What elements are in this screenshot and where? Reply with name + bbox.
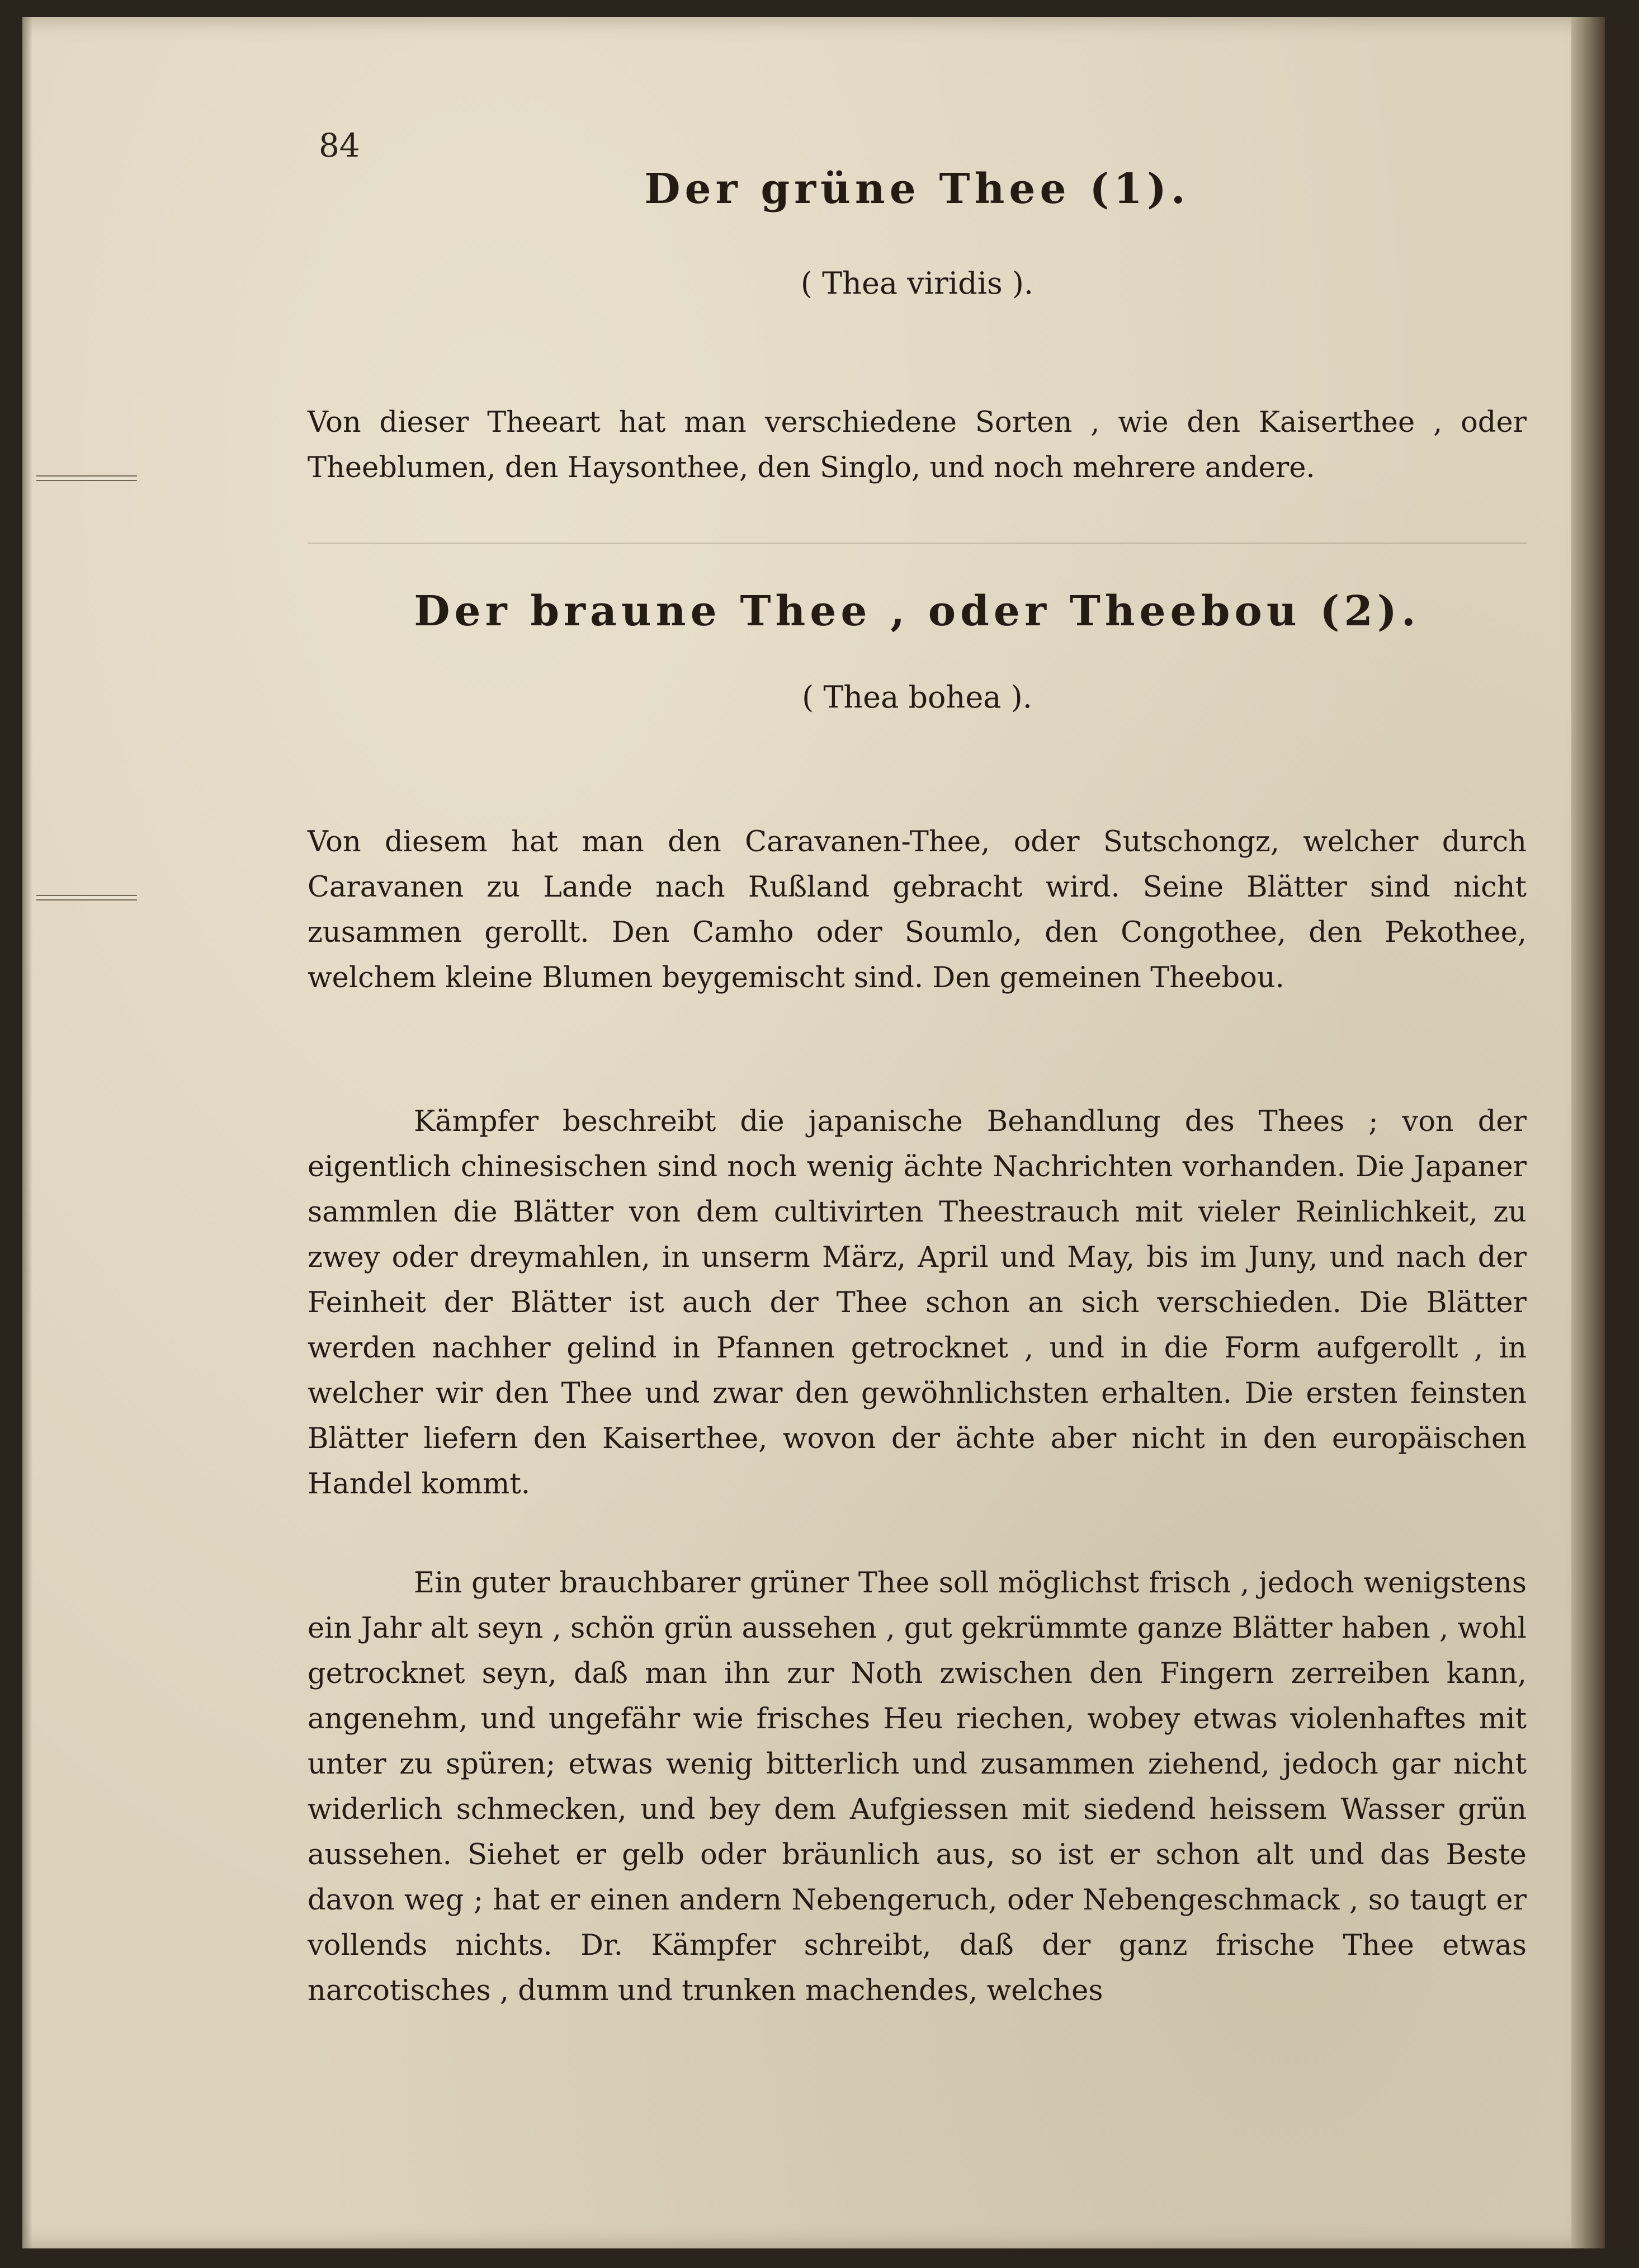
paragraph-green-tea: Von dieser Theeart hat man verschiedene Sorten , wie den Kaiserthee , oder Theeblumen, den Haysonthee, den Singlo, und noch mehrere andere. [308, 406, 1527, 484]
book-page [22, 17, 1605, 2248]
scan-ruler-middle [36, 895, 137, 900]
page-number: 84 [319, 126, 360, 164]
paragraph-kaempfer: Kämpfer beschreibt die japanische Behandlung des Thees ; von der eigentlich chinesischen sind noch wenig ächte Nachrichten vorhanden. Die Japaner sammlen die Blätter von dem cultivirten Theestrauch mit vieler Reinlichkeit, zu zwey oder dreymahlen, in unserm März, April und May, bis im Juny, und nach der Feinheit der Blätter ist auch der Thee schon an sich verschieden. Die Blätter werden nachher gelind in Pfannen getrocknet , und in die Form aufgerollt , in welcher wir den Thee und zwar den gewöhnlichsten erhalten. Die ersten feinsten Blätter liefern den Kaiserthee, wovon der ächte aber nicht in den europäischen Handel kommt. [308, 1105, 1527, 1501]
scan-ruler-top [36, 475, 137, 481]
paragraph-good-tea: Ein guter brauchbarer grüner Thee soll möglichst frisch , jedoch wenigstens ein Jahr alt seyn , schön grün aussehen , gut gekrümmte ganze Blätter haben , wohl getrocknet seyn, daß man ihn zur Noth zwischen den Fingern zerreiben kann, angenehm, und ungefähr wie frisches Heu riechen, wobey etwas violenhaftes mit unter zu spüren; etwas wenig bitterlich und zusammen ziehend, jedoch gar nicht widerlich schmecken, und bey dem Aufgiessen mit siedend heissem Wasser grün aussehen. Siehet er gelb oder bräunlich aus, so ist er schon alt und das Beste davon weg ; hat er einen andern Nebengeruch, oder Nebengeschmack , so taugt er vollends nichts. Dr. Kämpfer schreibt, daß der ganz frische Thee etwas narcotisches , dumm und trunken machendes, welches [308, 1567, 1527, 2007]
section-divider [308, 543, 1527, 544]
heading-green-tea: Der grüne Thee (1). [644, 165, 1190, 213]
page-left-edge [22, 17, 32, 2248]
latin-green-tea: ( Thea viridis ). [800, 266, 1034, 301]
latin-brown-tea: ( Thea bohea ). [802, 680, 1032, 715]
paragraph-brown-tea: Von diesem hat man den Caravanen-Thee, oder Sutschongz, welcher durch Caravanen zu Lande nach Rußland gebracht wird. Seine Blätter sind nicht zusammen gerollt. Den Camho oder Soumlo, den Congothee, den Pekothee, welchem kleine Blumen beygemischt sind. Den gemeinen Theebou. [308, 826, 1527, 994]
book-binding [1571, 17, 1605, 2248]
heading-brown-tea: Der braune Thee , oder Theebou (2). [414, 587, 1420, 635]
